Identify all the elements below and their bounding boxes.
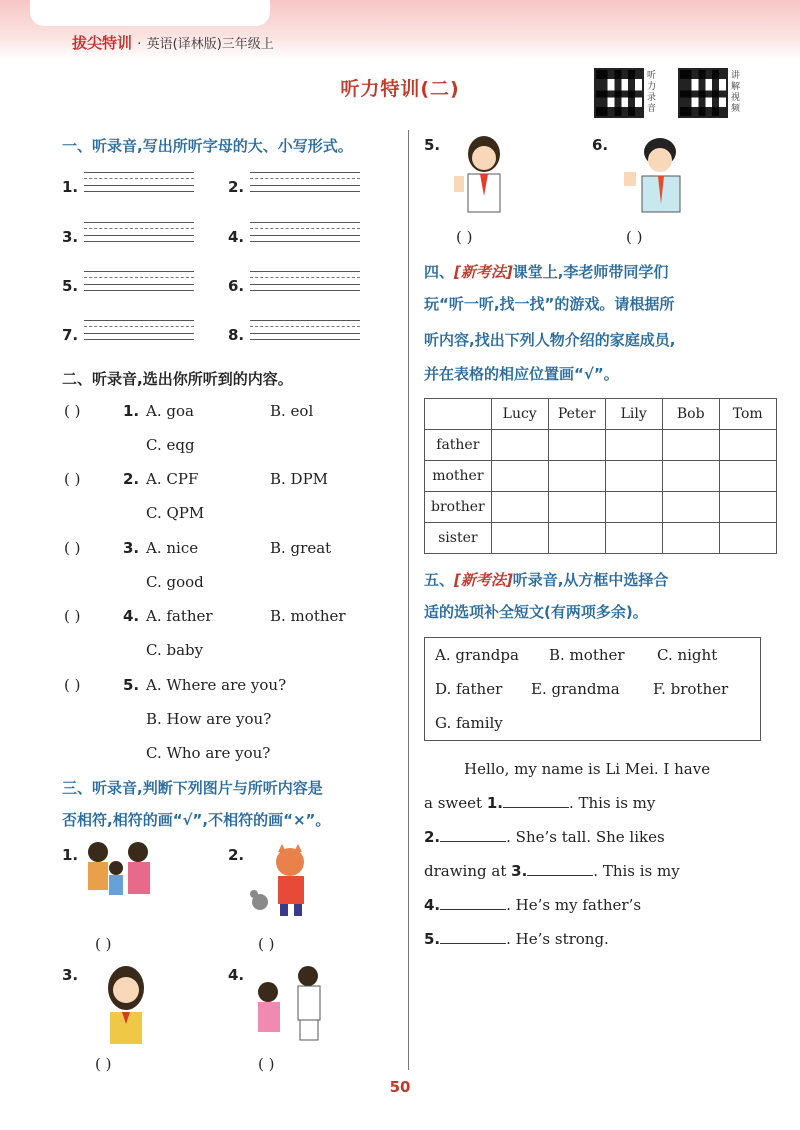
item-number: 6. <box>228 277 245 295</box>
column-header: Bob <box>662 399 719 430</box>
answer-blank[interactable] <box>440 929 506 944</box>
question-number: 4. <box>123 607 140 625</box>
section-5-title-line2: 适的选项补全短文(有两项多余)。 <box>424 603 648 621</box>
item-number: 2. <box>228 178 245 196</box>
table-cell[interactable] <box>662 430 719 461</box>
item-number: 5. <box>62 277 79 295</box>
table-cell[interactable] <box>548 430 605 461</box>
option-a[interactable]: A. father <box>146 607 213 625</box>
blank-number: 4. <box>424 896 441 914</box>
option-c[interactable]: C. good <box>146 573 204 591</box>
question-number: 5. <box>123 676 140 694</box>
section-5-title-line1 <box>424 566 668 594</box>
table-cell[interactable] <box>605 492 662 523</box>
table-row <box>425 523 777 554</box>
column-header: Tom <box>719 399 776 430</box>
option-c[interactable]: C. baby <box>146 641 204 659</box>
answer-paren[interactable]: ( ) <box>95 935 112 953</box>
table-cell[interactable] <box>719 492 776 523</box>
passage-text: . This is my <box>593 862 680 880</box>
table-cell[interactable] <box>719 430 776 461</box>
picture-number: 5. <box>424 136 441 154</box>
table-cell[interactable] <box>662 523 719 554</box>
writing-lines[interactable] <box>84 172 194 197</box>
section-4-title-line2: 玩“听一听,找一找”的游戏。请根据所 <box>424 295 675 313</box>
word-option[interactable]: C. night <box>657 646 718 664</box>
column-divider <box>408 130 409 1070</box>
word-option[interactable]: G. family <box>435 714 503 732</box>
passage <box>424 752 760 956</box>
option-c[interactable]: C. eqg <box>146 436 195 454</box>
table-row <box>425 430 777 461</box>
blank-number: 2. <box>424 828 441 846</box>
table-cell[interactable] <box>662 492 719 523</box>
answer-blank[interactable] <box>440 827 506 842</box>
table-header-row <box>425 399 777 430</box>
answer-paren[interactable]: ( ) <box>64 676 81 694</box>
row-header: sister <box>425 523 492 554</box>
table-cell[interactable] <box>662 461 719 492</box>
girl-waving-picture <box>450 134 514 216</box>
word-option[interactable]: F. brother <box>653 680 729 698</box>
table-cell[interactable] <box>548 492 605 523</box>
column-header: Peter <box>548 399 605 430</box>
section-prefix: 四、 <box>424 263 455 281</box>
passage-text: . This is my <box>568 794 656 812</box>
qr-code-icon <box>678 68 728 118</box>
picture-number: 3. <box>62 966 79 984</box>
row-header: brother <box>425 492 492 523</box>
blank-number: 3. <box>511 862 528 880</box>
boy-pointing-picture <box>620 134 692 216</box>
passage-text: . He’s strong. <box>506 930 609 948</box>
picture-number: 1. <box>62 846 79 864</box>
header-tab <box>30 0 270 26</box>
header-brand <box>72 32 274 53</box>
word-option[interactable]: B. mother <box>549 646 625 664</box>
question-number: 1. <box>123 402 140 420</box>
section-prefix: 五、 <box>424 571 455 589</box>
writing-lines[interactable] <box>250 271 360 296</box>
blank-number: 5. <box>424 930 441 948</box>
row-header: mother <box>425 461 492 492</box>
new-method-tag: [新考法] <box>454 263 513 281</box>
item-number: 7. <box>62 326 79 344</box>
word-option[interactable]: D. father <box>435 680 503 698</box>
page-number: 50 <box>389 1078 411 1096</box>
item-number: 4. <box>228 228 245 246</box>
brand-name: 拔尖特训 <box>72 34 133 52</box>
option-a[interactable]: A. Where are you? <box>146 676 287 694</box>
qr-label: 讲解视频 <box>731 71 741 114</box>
option-b[interactable]: B. eol <box>270 402 314 420</box>
two-girls-picture <box>250 962 328 1044</box>
section-text: 听录音,从方框中选择合 <box>512 571 669 589</box>
table-cell[interactable] <box>491 523 548 554</box>
girl-picture <box>96 964 156 1046</box>
cat-and-mouse-picture <box>246 844 316 920</box>
answer-paren[interactable]: ( ) <box>64 470 81 488</box>
table-cell[interactable] <box>548 523 605 554</box>
item-number: 1. <box>62 178 79 196</box>
table-cell[interactable] <box>719 523 776 554</box>
page-title: 听力特训(二) <box>340 78 460 100</box>
section-4-title-line3: 听内容,找出下列人物介绍的家庭成员, <box>424 331 676 349</box>
blank-number: 1. <box>486 794 503 812</box>
passage-line: Hello, my name is Li Mei. I have <box>464 760 711 778</box>
option-c[interactable]: C. Who are you? <box>146 744 271 762</box>
passage-line <box>424 820 760 854</box>
section-text: 课堂上,李老师带同学们 <box>512 263 669 281</box>
section-4-title-line4: 并在表格的相应位置画“√”。 <box>424 365 619 383</box>
passage-line <box>424 922 760 956</box>
option-a[interactable]: A. CPF <box>146 470 199 488</box>
answer-paren[interactable]: ( ) <box>64 607 81 625</box>
writing-lines[interactable] <box>250 222 360 247</box>
option-b[interactable]: B. great <box>270 539 332 557</box>
word-bank-box <box>424 637 761 741</box>
family-table <box>424 398 777 554</box>
answer-blank[interactable] <box>527 861 593 876</box>
word-option[interactable]: A. grandpa <box>435 646 519 664</box>
table-cell[interactable] <box>719 461 776 492</box>
table-cell[interactable] <box>491 430 548 461</box>
answer-paren[interactable]: ( ) <box>95 1055 112 1073</box>
section-1-title: 一、听录音,写出所听字母的大、小写形式。 <box>62 137 353 155</box>
question-number: 2. <box>123 470 140 488</box>
family-picture <box>78 838 158 898</box>
option-c[interactable]: C. QPM <box>146 504 205 522</box>
writing-lines[interactable] <box>84 222 194 247</box>
answer-paren[interactable]: ( ) <box>456 228 473 246</box>
passage-text: a sweet <box>424 794 483 812</box>
answer-paren[interactable]: ( ) <box>64 539 81 557</box>
column-header: Lily <box>605 399 662 430</box>
table-cell[interactable] <box>605 461 662 492</box>
passage-line <box>424 888 760 922</box>
option-a[interactable]: A. nice <box>146 539 199 557</box>
answer-paren[interactable]: ( ) <box>258 1055 275 1073</box>
section-3-title-line1: 三、听录音,判断下列图片与所听内容是 <box>62 779 323 797</box>
qr-audio[interactable] <box>594 68 661 118</box>
table-corner <box>425 399 492 430</box>
answer-paren[interactable]: ( ) <box>258 935 275 953</box>
item-number: 8. <box>228 326 245 344</box>
brand-dot: · <box>137 37 142 52</box>
section-3-title-line2: 否相符,相符的画“√”,不相符的画“×”。 <box>62 811 331 829</box>
picture-number: 4. <box>228 966 245 984</box>
new-method-tag: [新考法] <box>454 571 513 589</box>
section-2-title: 二、听录音,选出你所听到的内容。 <box>62 370 293 388</box>
picture-number: 2. <box>228 846 245 864</box>
table-cell[interactable] <box>491 492 548 523</box>
answer-blank[interactable] <box>503 793 569 808</box>
answer-paren[interactable]: ( ) <box>626 228 643 246</box>
passage-text: . She’s tall. She likes <box>506 828 665 846</box>
table-cell[interactable] <box>548 461 605 492</box>
question-number: 3. <box>123 539 140 557</box>
table-cell[interactable] <box>605 523 662 554</box>
writing-lines[interactable] <box>84 320 194 345</box>
row-header: father <box>425 430 492 461</box>
answer-paren[interactable]: ( ) <box>64 402 81 420</box>
answer-blank[interactable] <box>440 895 506 910</box>
option-a[interactable]: A. goa <box>146 402 194 420</box>
passage-text: drawing at <box>424 862 507 880</box>
table-cell[interactable] <box>491 461 548 492</box>
writing-lines[interactable] <box>84 271 194 296</box>
column-header: Lucy <box>491 399 548 430</box>
item-number: 3. <box>62 228 79 246</box>
section-4-title-line1 <box>424 258 668 286</box>
picture-number: 6. <box>592 136 609 154</box>
writing-lines[interactable] <box>250 320 360 345</box>
qr-video[interactable] <box>678 68 745 118</box>
passage-line <box>424 854 760 888</box>
qr-code-icon <box>594 68 644 118</box>
option-b[interactable]: B. How are you? <box>146 710 272 728</box>
word-option[interactable]: E. grandma <box>531 680 620 698</box>
option-b[interactable]: B. mother <box>270 607 346 625</box>
writing-lines[interactable] <box>250 172 360 197</box>
option-b[interactable]: B. DPM <box>270 470 329 488</box>
table-cell[interactable] <box>605 430 662 461</box>
qr-label: 听力录音 <box>647 71 657 114</box>
book-subject: 英语(译林版)三年级上 <box>146 37 274 52</box>
passage-text: . He’s my father’s <box>506 896 642 914</box>
table-row <box>425 461 777 492</box>
table-row <box>425 492 777 523</box>
passage-line <box>424 786 760 820</box>
